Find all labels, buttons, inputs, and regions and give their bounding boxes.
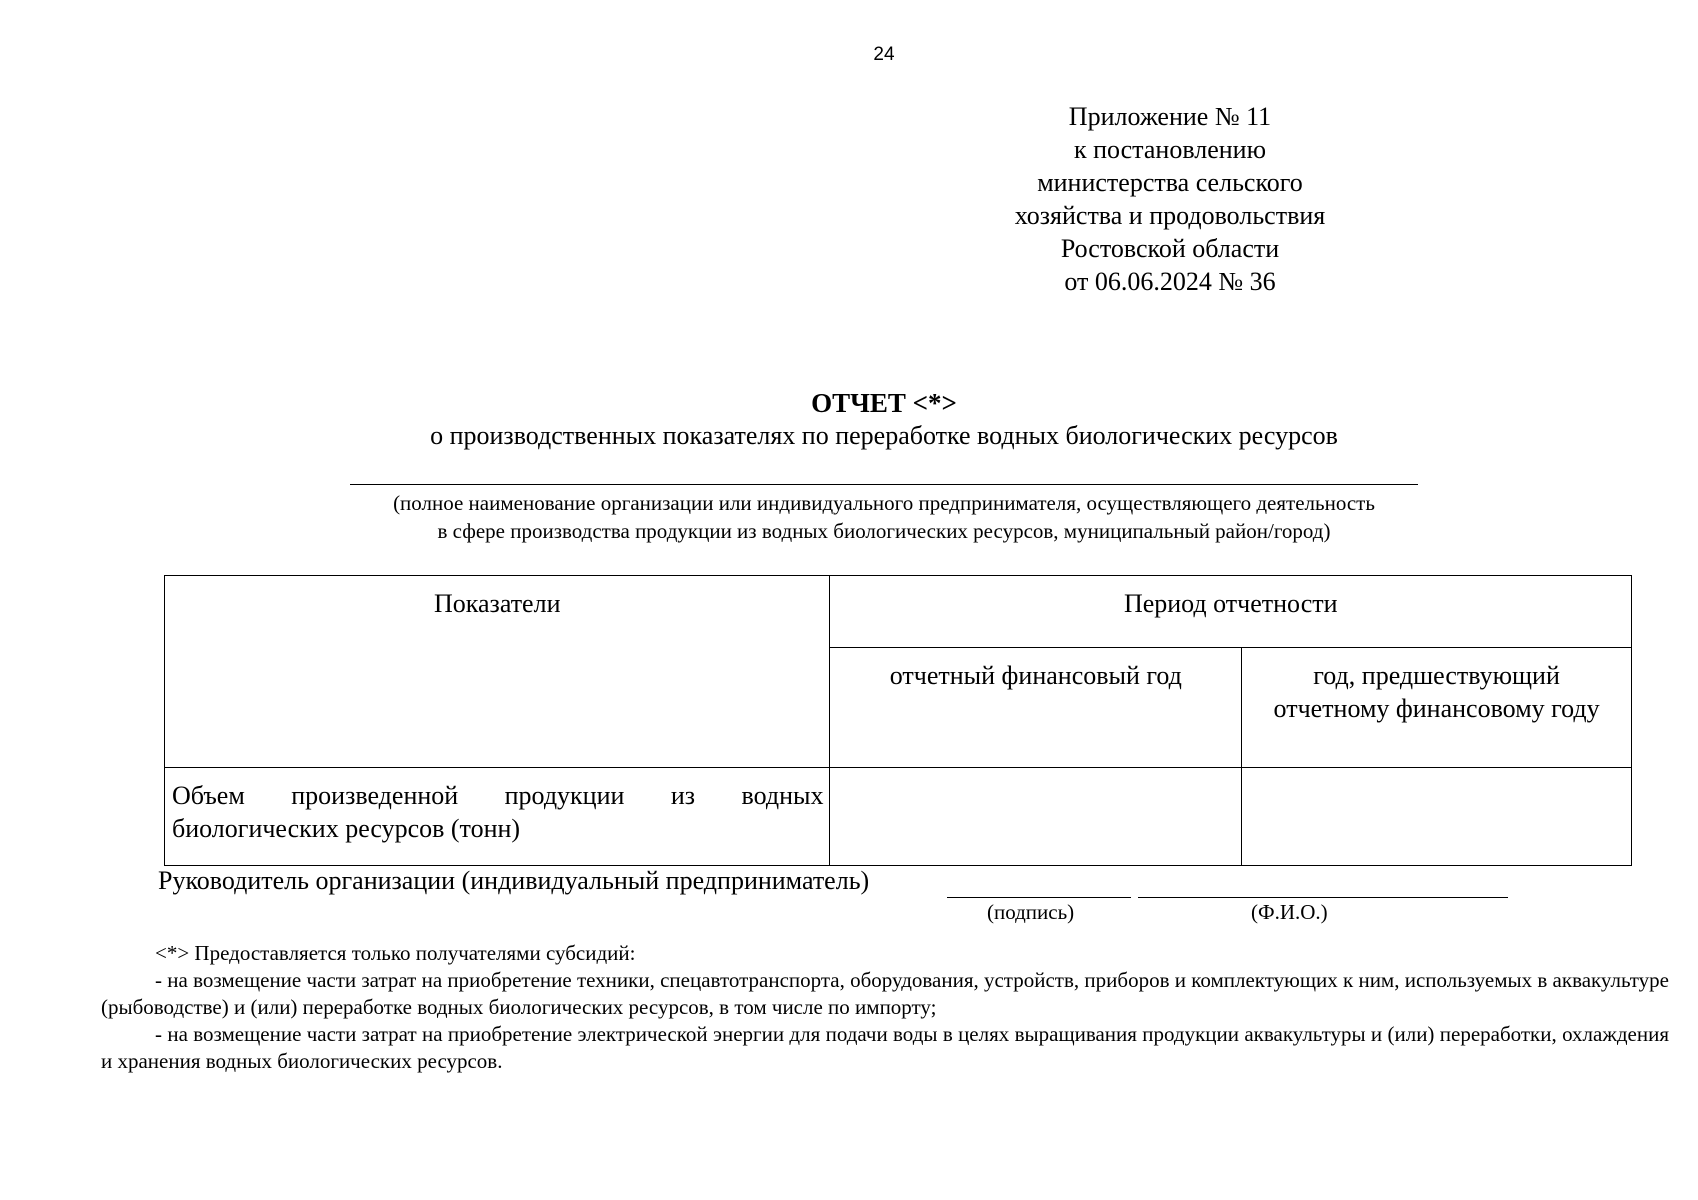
header-indicators: Показатели <box>165 576 830 768</box>
organization-caption-line: (полное наименование организации или индивидуального предпринимателя, осуществляющего деятельность <box>393 491 1375 515</box>
appendix-line: Приложение № 11 <box>1068 102 1272 131</box>
footnote-item: - на возмещение части затрат на приобретение электрической энергии для подачи воды в целях выращивания продукции аквакультуры и (или) переработки, охлаждения и хранения водных биологических ресурсов. <box>101 1022 1669 1073</box>
organization-caption <box>0 489 1698 545</box>
appendix-line: Ростовской области <box>1060 234 1280 263</box>
report-subtitle: о производственных показателях по переработке водных биологических ресурсов <box>430 421 1338 450</box>
table-header-row <box>165 576 1632 648</box>
previous-year-value-cell <box>1242 768 1632 866</box>
appendix-line: к постановлению <box>1073 135 1267 164</box>
signature-label: Руководитель организации (индивидуальный предприниматель) <box>158 866 870 895</box>
organization-name-line <box>350 484 1418 485</box>
appendix-line: министерства сельского <box>1037 168 1303 197</box>
table-row <box>165 768 1632 866</box>
footnote <box>101 940 1669 1075</box>
current-year-value-cell <box>830 768 1242 866</box>
footnote-item: - на возмещение части затрат на приобретение техники, спецавтотранспорта, оборудования, устройств, приборов и комплектующих к ним, используемых в аквакультуре (рыбоводстве) и (или) переработке водных биологических ресурсов, в том числе по импорту; <box>101 968 1669 1019</box>
signature-caption: (подпись) <box>987 900 1075 924</box>
indicator-cell: Объем произведенной продукции из водных биологических ресурсов (тонн) <box>165 768 830 866</box>
appendix-line: от 06.06.2024 № 36 <box>1064 267 1276 296</box>
appendix-line: хозяйства и продовольствия <box>1014 201 1326 230</box>
organization-caption-line: в сфере производства продукции из водных биологических ресурсов, муниципальный район/город) <box>437 519 1331 543</box>
full-name-caption: (Ф.И.О.) <box>1251 900 1328 924</box>
footnote-intro: <*> Предоставляется только получателями субсидий: <box>155 941 636 965</box>
full-name-line <box>1138 897 1508 898</box>
appendix-header <box>980 100 1360 298</box>
header-current-year: отчетный финансовый год <box>830 648 1242 768</box>
header-previous-year-line1: год, предшествующий <box>1313 661 1560 690</box>
page-number: 24 <box>873 44 895 65</box>
header-previous-year-line2: отчетному финансовому году <box>1273 694 1600 723</box>
signature-line <box>947 897 1131 898</box>
header-reporting-period: Период отчетности <box>830 576 1632 648</box>
header-previous-year <box>1242 648 1632 768</box>
report-title: ОТЧЕТ <*> <box>811 388 957 418</box>
indicators-table <box>164 575 1632 866</box>
